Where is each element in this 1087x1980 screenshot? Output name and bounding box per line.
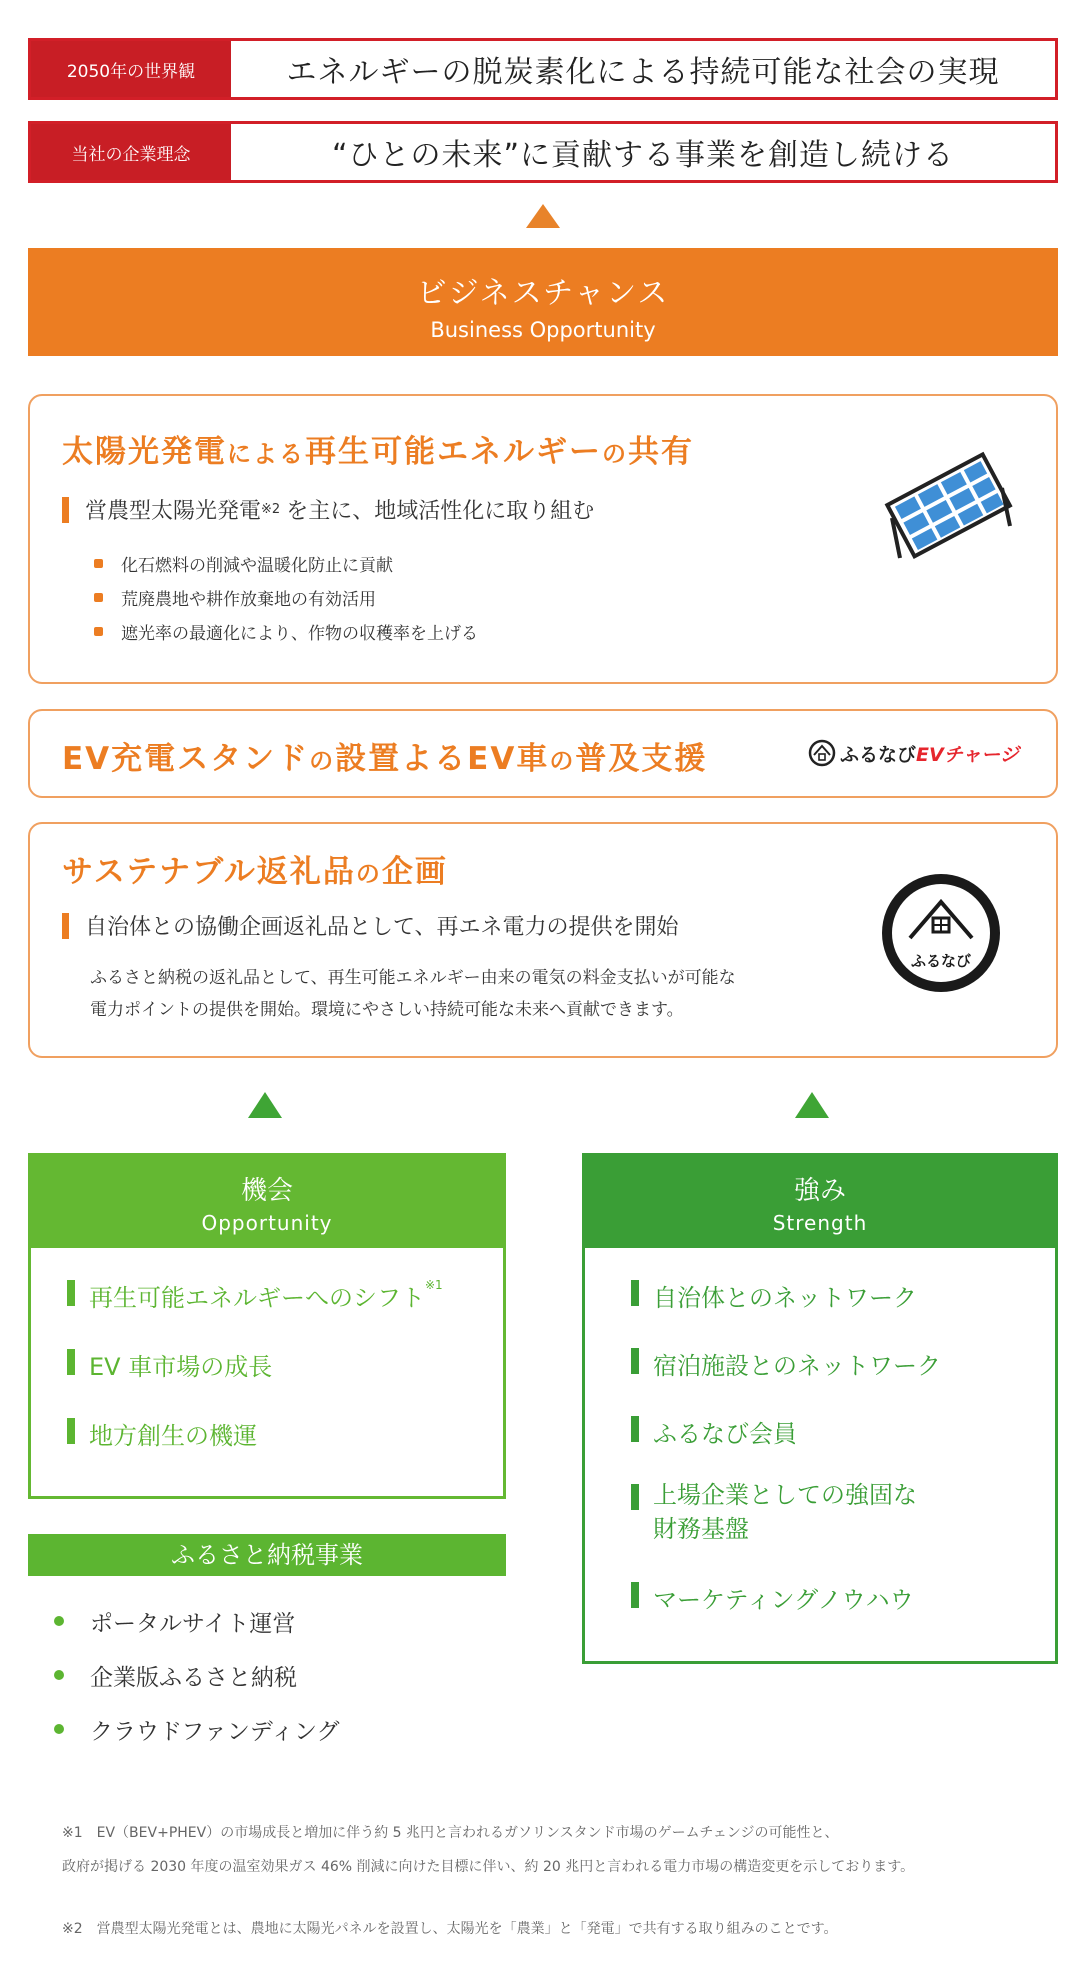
vision-text: エネルギーの脱炭素化による持続可能な社会の実現: [286, 55, 1000, 90]
strength-box: [582, 1153, 1058, 1664]
gift-body: [90, 962, 736, 1026]
philosophy-tag: 当社の企業理念: [31, 124, 231, 180]
solar-lead-rest: を主に、地域活性化に取り組む: [286, 499, 595, 524]
gift-title-part: サステナブル返礼品: [62, 854, 356, 890]
item-bar: [631, 1416, 639, 1442]
opportunity-header: [31, 1156, 503, 1248]
list-item-text: マーケティングノウハウ: [653, 1586, 914, 1614]
furunavi-house-icon: [808, 739, 836, 767]
list-item: [631, 1346, 1055, 1414]
list-item: [631, 1580, 1055, 1648]
list-item: [54, 1702, 340, 1756]
list-item-line: 上場企業としての強固な: [653, 1481, 917, 1509]
opportunity-box: [28, 1153, 506, 1499]
gift-card: [28, 822, 1058, 1058]
business-title-jp: ビジネスチャンス: [416, 276, 670, 311]
gift-lead: [62, 910, 679, 941]
item-bar: [631, 1348, 639, 1374]
arrow-up-icon: [526, 204, 560, 228]
solar-title-part: 共有: [628, 434, 694, 470]
solar-title: [62, 426, 694, 471]
house-icon: [906, 894, 976, 948]
furusato-header: ふるさと納税事業: [28, 1534, 506, 1576]
ev-title-part: 普及支援: [575, 741, 708, 777]
gift-lead-text: 自治体との協働企画返礼品として、再エネ電力の提供を開始: [85, 915, 679, 940]
list-item: [67, 1278, 503, 1347]
list-item-text: 自治体とのネットワーク: [653, 1284, 917, 1312]
list-item-text: 企業版ふるさと納税: [90, 1664, 297, 1691]
list-item-text: 化石燃料の削減や温暖化防止に貢献: [121, 555, 393, 576]
accent-bar: [62, 497, 69, 523]
solar-lead-note: ※2: [261, 502, 281, 517]
solar-title-part: 太陽光発電: [62, 434, 227, 470]
solar-panel-icon: [870, 448, 1030, 568]
list-item: [631, 1482, 1055, 1580]
footnote-1: ※1 EV（BEV+PHEV）の市場成長と増加に伴う約 5 兆円と言われるガソリンスタンド市場のゲームチェンジの可能性と、: [62, 1825, 839, 1841]
bullet-icon: [54, 1670, 64, 1680]
vision-tag: 2050年の世界観: [31, 41, 231, 97]
logo-ev-text: EVチャージ: [916, 743, 1019, 766]
gift-title-part: 企画: [381, 854, 448, 890]
accent-bar: [62, 913, 69, 939]
arrow-up-icon: [795, 1092, 829, 1118]
vision-banner: [28, 38, 1058, 100]
philosophy-banner: [28, 121, 1058, 183]
list-item: [94, 546, 478, 580]
list-item-text: 遮光率の最適化により、作物の収穫率を上げる: [121, 623, 478, 644]
list-item-text: 地方創生の機運: [89, 1422, 257, 1450]
list-item: [631, 1414, 1055, 1482]
list-item: [54, 1648, 340, 1702]
footnote-1-cont: 政府が掲げる 2030 年度の温室効果ガス 46% 削減に向けた目標に伴い、約 20 兆円と言われる電力市場の構造変更を示しております。: [62, 1859, 915, 1875]
item-bar: [631, 1484, 639, 1510]
list-item-text: 宿泊施設とのネットワーク: [653, 1352, 941, 1380]
list-item-text: ポータルサイト運営: [90, 1610, 296, 1637]
list-item: [94, 580, 478, 614]
gift-body-line: 電力ポイントの提供を開始。環境にやさしい持続可能な未来へ貢献できます。: [90, 1000, 684, 1020]
strength-list: [585, 1248, 1055, 1648]
ev-title-part: の: [309, 747, 336, 775]
ev-card: [28, 709, 1058, 798]
philosophy-text: “ひとの未来”に貢献する事業を創造し続ける: [331, 138, 955, 173]
ev-title-part: の: [549, 747, 576, 775]
list-item-line: 財務基盤: [653, 1515, 749, 1543]
solar-title-part: 再生可能エネルギー: [305, 434, 602, 470]
opportunity-list: [31, 1248, 503, 1485]
list-item-note: ※1: [425, 1278, 443, 1292]
arrow-up-icon: [248, 1092, 282, 1118]
opportunity-title-en: Opportunity: [201, 1211, 333, 1235]
bullet-icon: [94, 593, 103, 602]
furusato-list: [54, 1594, 340, 1756]
list-item: [54, 1594, 340, 1648]
list-item: [94, 614, 478, 648]
item-bar: [67, 1280, 75, 1306]
list-item-text: EV 車市場の成長: [89, 1353, 273, 1381]
solar-lead-text: 営農型太陽光発電: [85, 499, 262, 524]
ev-title-part: EV充電スタンド: [62, 741, 310, 777]
list-item-text: ふるなび会員: [653, 1420, 797, 1448]
solar-title-part: による: [227, 440, 305, 468]
business-opportunity-header: [28, 248, 1058, 356]
list-item: [67, 1347, 503, 1416]
item-bar: [631, 1582, 639, 1608]
business-title-en: Business Opportunity: [430, 318, 656, 342]
list-item-text: 再生可能エネルギーへのシフト: [89, 1284, 425, 1312]
footnote-2: ※2 営農型太陽光発電とは、農地に太陽光パネルを設置し、太陽光を「農業」と「発電」で共有する取り組みのことです。: [62, 1921, 838, 1937]
gift-body-line: ふるさと納税の返礼品として、再生可能エネルギー由来の電気の料金支払いが可能な: [90, 968, 736, 988]
item-bar: [67, 1349, 75, 1375]
gift-title-part: の: [355, 860, 382, 888]
list-item: [67, 1416, 503, 1485]
list-item: [631, 1278, 1055, 1346]
furunavi-logo: [882, 874, 1000, 992]
bullet-icon: [94, 627, 103, 636]
item-bar: [631, 1280, 639, 1306]
solar-card: [28, 394, 1058, 684]
list-item-text: 荒廃農地や耕作放棄地の有効活用: [121, 589, 376, 610]
item-bar: [67, 1418, 75, 1444]
furunavi-ev-logo: [808, 739, 1019, 767]
opportunity-title-jp: 機会: [240, 1176, 293, 1206]
ev-title-part: 設置よるEV車: [335, 741, 550, 777]
bullet-icon: [54, 1616, 64, 1626]
solar-bullets: [94, 546, 478, 648]
strength-title-jp: 強み: [793, 1176, 846, 1206]
list-item-text: [653, 1478, 917, 1546]
bullet-icon: [94, 559, 103, 568]
strength-title-en: Strength: [772, 1211, 868, 1235]
bullet-icon: [54, 1724, 64, 1734]
gift-title: [62, 846, 448, 891]
ev-title: [62, 733, 707, 778]
solar-title-part: の: [602, 440, 628, 468]
logo-text: ふるなび: [840, 743, 917, 766]
list-item-text: クラウドファンディング: [90, 1718, 340, 1745]
furunavi-logo-text: ふるなび: [910, 952, 971, 970]
solar-lead: [62, 494, 594, 525]
strength-header: [585, 1156, 1055, 1248]
